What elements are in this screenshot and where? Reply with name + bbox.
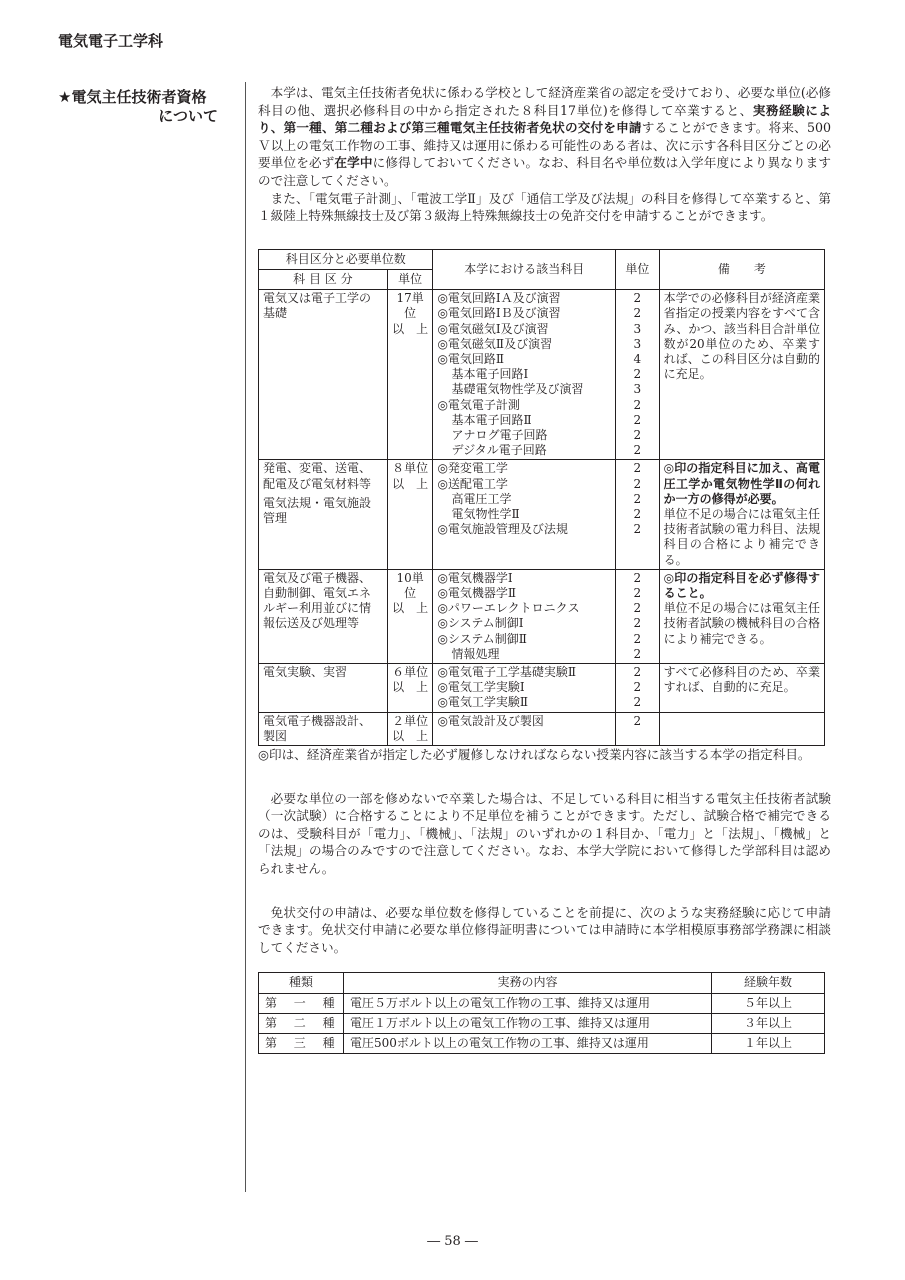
exp-years-cell: ３年以上 <box>712 1013 825 1033</box>
category-name: 電気実験、実習 <box>263 665 348 680</box>
subjects-cell <box>433 664 616 713</box>
subject-name: ◎電気機器学Ⅰ <box>437 570 513 585</box>
subject-credits: 3 <box>633 336 642 351</box>
subject-name: ◎電気磁気Ⅰ及び演習 <box>437 321 549 336</box>
header-subjects: 本学における該当科目 <box>433 249 616 289</box>
table-note: ◎印は、経済産業省が指定した必ず履修しなければならない授業内容に該当する本学の指定科目。 <box>258 747 811 763</box>
category-cell <box>259 712 388 745</box>
department-header: 電気電子工学科 <box>58 32 164 50</box>
subject-credits: 2 <box>633 522 642 537</box>
exp-header-work: 実務の内容 <box>344 973 712 993</box>
table-row <box>259 712 825 745</box>
subject-name: ◎電気磁気Ⅱ及び演習 <box>437 336 553 351</box>
exp-header-years: 経験年数 <box>712 973 825 993</box>
category-cell <box>259 664 388 713</box>
subject-name: アナログ電子回路 <box>451 427 548 442</box>
subject-credits: 3 <box>633 321 642 336</box>
section-title <box>58 88 218 126</box>
subject-credits: 2 <box>633 397 642 412</box>
units-cell <box>387 290 433 460</box>
subjects-cell <box>433 460 616 569</box>
subject-credits: 2 <box>633 680 642 695</box>
subject-credits: 2 <box>633 306 642 321</box>
subject-credits: 2 <box>633 616 642 631</box>
subject-credits: 3 <box>633 382 642 397</box>
intro-text: に修得しておいてください。なお、科目名や単位数は入学年度により異なりますので注意してください。 <box>258 155 832 188</box>
section-divider <box>245 82 246 1192</box>
subject-credits: 2 <box>633 427 642 442</box>
page-number: ― 58 ― <box>427 1234 478 1249</box>
units-cell <box>387 712 433 745</box>
subject-name: デジタル電子回路 <box>451 443 547 458</box>
subject-name: ◎電気電子計測 <box>437 397 520 412</box>
subject-credits: 2 <box>633 713 642 728</box>
subject-credits: 2 <box>633 601 642 616</box>
subject-credits: 2 <box>633 570 642 585</box>
subject-name: ◎電気機器学Ⅱ <box>437 586 517 601</box>
required-units: ８単位 <box>392 461 429 476</box>
required-units: 以 上 <box>392 321 429 336</box>
section-title-line1: ★電気主任技術者資格 <box>58 88 207 106</box>
subject-credits: 2 <box>633 291 642 306</box>
table-row <box>259 460 825 569</box>
category-cell <box>259 569 388 663</box>
units-cell <box>387 664 433 713</box>
subject-name: ◎システム制御Ⅰ <box>437 616 524 631</box>
remarks-text: 単位不足の場合には電気主任技術者試験の機械科目の合格により補完できる。 <box>663 601 820 646</box>
credits-cell <box>616 290 660 460</box>
required-units: 10単位 <box>396 570 424 601</box>
header-units: 単位 <box>387 269 433 289</box>
remarks-cell <box>659 290 824 460</box>
table-row <box>259 993 825 1013</box>
subject-credits: 4 <box>633 351 642 366</box>
intro-bold-text: 在学中 <box>334 155 373 171</box>
remarks-cell <box>659 460 824 569</box>
experience-table-body <box>259 993 825 1054</box>
experience-table <box>258 972 825 1054</box>
exp-years-cell: ５年以上 <box>712 993 825 1013</box>
subject-name: ◎システム制御Ⅱ <box>437 631 527 646</box>
intro-paragraph-2: また、「電気電子計測」、「電波工学Ⅱ」及び「通信工学及び法規」の科目を修得して卒業すると、第１級陸上特殊無線技士及び第３級海上特殊無線技士の免許交付を申請することができます。 <box>258 190 831 224</box>
credits-cell <box>616 664 660 713</box>
remarks-text: 本学での必修科目が経済産業省指定の授業内容をすべて含み、かつ、該当科目合計単位数が20単位のため、卒業すれば、この科目区分は自動的に充足。 <box>663 291 820 382</box>
subject-name: 基本電子回路Ⅱ <box>451 412 532 427</box>
exp-work-cell: 電圧１万ボルト以上の電気工作物の工事、維持又は運用 <box>344 1013 712 1033</box>
requirements-table-body <box>259 290 825 746</box>
remarks-cell <box>659 664 824 713</box>
paragraph-3: 必要な単位の一部を修めないで卒業した場合は、不足している科目に相当する電気主任技術者試験（一次試験）に合格することにより不足単位を補うことができます。ただし、試験合格で補完できるのは、受験科目が「電力」、「機械」、「法規」のいずれかの１科目か、「電力」と「法規」、「機械」と「法規」の場合のみですので注意してください。なお、本学大学院において修得した学部科目は認められません。 <box>258 790 832 877</box>
table-row <box>259 569 825 663</box>
subject-name: 電気物性学Ⅱ <box>451 507 520 521</box>
subject-credits: 2 <box>633 461 642 476</box>
subject-name: ◎発変電工学 <box>437 461 508 476</box>
category-name: 電気法規・電気施設管理 <box>263 495 372 525</box>
subject-name: ◎パワーエレクトロニクス <box>437 601 580 616</box>
category-cell <box>259 460 388 569</box>
exp-work-cell: 電圧500ボルト以上の電気工作物の工事、維持又は運用 <box>344 1034 712 1054</box>
category-cell <box>259 290 388 460</box>
intro-paragraph-1 <box>258 84 831 190</box>
subjects-cell <box>433 290 616 460</box>
subject-name: ◎電気施設管理及び法規 <box>437 522 568 537</box>
exp-years-cell: １年以上 <box>712 1034 825 1054</box>
header-category: 科 目 区 分 <box>259 269 388 289</box>
exp-kind-cell: 第 一 種 <box>259 993 344 1013</box>
required-units: 以 上 <box>392 728 429 743</box>
intro-text: 本学は、電気主任技術者免状に係わる学校として経済産業省の認定を受けており、必要な単位(必修科目の他、選択必修科目の中から指定された８科目17単位)を修得して卒業すると、 <box>258 85 831 118</box>
subject-credits: 2 <box>633 476 642 491</box>
table-row <box>259 664 825 713</box>
required-units: 以 上 <box>392 476 429 491</box>
subject-name: ◎電気回路ⅠＡ及び演習 <box>437 291 561 306</box>
header-credits: 単位 <box>616 249 660 289</box>
required-units: ６単位 <box>392 665 429 680</box>
credits-cell <box>616 569 660 663</box>
remarks-cell <box>659 569 824 663</box>
requirements-table <box>258 249 825 746</box>
header-group: 科目区分と必要単位数 <box>259 249 433 269</box>
exp-header-kind: 種類 <box>259 973 344 993</box>
subject-credits: 2 <box>633 507 642 521</box>
exp-kind-cell: 第 三 種 <box>259 1034 344 1054</box>
category-name: 電気電子機器設計、製図 <box>263 713 372 743</box>
units-cell <box>387 460 433 569</box>
exp-kind-cell: 第 二 種 <box>259 1013 344 1033</box>
remarks-cell <box>659 712 824 745</box>
subject-name: ◎電気設計及び製図 <box>437 713 544 728</box>
subject-credits: 2 <box>633 586 642 601</box>
required-units: 17単位 <box>396 291 424 321</box>
subject-credits: 2 <box>633 367 642 382</box>
required-units: 以 上 <box>392 601 429 616</box>
subject-name: ◎電気回路ⅠＢ及び演習 <box>437 306 561 321</box>
table-row <box>259 1013 825 1033</box>
remarks-text: すべて必修科目のため、卒業すれば、自動的に充足。 <box>663 665 820 695</box>
required-units: ２単位 <box>392 713 429 728</box>
section-title-line2: について <box>158 107 218 125</box>
subject-credits: 2 <box>633 443 642 458</box>
intro-text: することができます。将来、500Ｖ以上の電気工作物の工事、維持又は運用に係わる可能性のある者は、次に示す各科目区分ごとの必要単位を必ず <box>258 120 832 171</box>
category-name: 電気及び電子機器、自動制御、電気エネルギー利用並びに情報伝送及び処理等 <box>263 570 372 631</box>
paragraph-4: 免状交付の申請は、必要な単位数を修得していることを前提に、次のような実務経験に応じて申請できます。免状交付申請に必要な単位修得証明書については申請時に本学相模原事務部学務課に相談してください。 <box>258 904 831 955</box>
subjects-cell <box>433 569 616 663</box>
subject-name: ◎電気電子工学基礎実験Ⅱ <box>437 665 577 680</box>
credits-cell <box>616 460 660 569</box>
subject-name: 基本電子回路Ⅰ <box>451 367 529 382</box>
subject-credits: 2 <box>633 631 642 646</box>
category-name: 電気又は電子工学の基礎 <box>263 291 372 321</box>
subjects-cell <box>433 712 616 745</box>
exp-work-cell: 電圧５万ボルト以上の電気工作物の工事、維持又は運用 <box>344 993 712 1013</box>
remarks-bold: ◎印の指定科目に加え、高電圧工学か電気物性学Ⅱの何れか一方の修得が必要。 <box>663 461 820 506</box>
header-remarks: 備 考 <box>659 249 824 289</box>
main-content <box>258 84 831 1054</box>
subject-name: ◎送配電工学 <box>437 476 508 491</box>
subject-credits: 2 <box>633 695 642 710</box>
table-row <box>259 290 825 460</box>
subject-name: ◎電気回路Ⅱ <box>437 351 505 366</box>
units-cell <box>387 569 433 663</box>
subject-credits: 2 <box>633 646 642 661</box>
remarks-text: 単位不足の場合には電気主任技術者試験の電力科目、法規科目の合格により補完できる。 <box>663 507 820 567</box>
category-name: 発電、変電、送電、配電及び電気材料等 <box>263 461 372 491</box>
subject-name: 情報処理 <box>451 646 500 661</box>
remarks-bold: ◎印の指定科目を必ず修得すること。 <box>663 570 820 601</box>
subject-credits: 2 <box>633 491 642 506</box>
intro-bold-text: 実務経験により、第一種、第二種および第三種電気主任技術者免状の交付を申請 <box>258 102 832 136</box>
required-units: 以 上 <box>392 680 429 695</box>
subject-name: 基礎電気物性学及び演習 <box>451 382 584 397</box>
subject-credits: 2 <box>633 412 642 427</box>
subject-name: 高電圧工学 <box>451 491 512 506</box>
table-row <box>259 1034 825 1054</box>
subject-name: ◎電気工学実験Ⅰ <box>437 680 525 695</box>
credits-cell <box>616 712 660 745</box>
subject-credits: 2 <box>633 665 642 680</box>
subject-name: ◎電気工学実験Ⅱ <box>437 695 529 710</box>
